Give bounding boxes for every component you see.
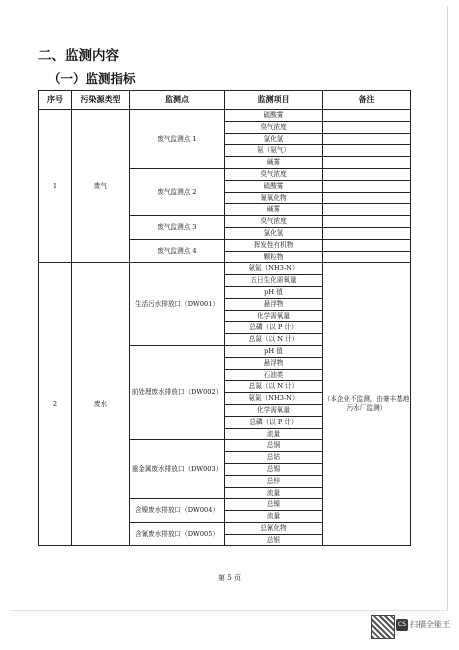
cell-monitoring-item: 总锌 <box>225 475 323 487</box>
cell-no: 1 <box>39 110 72 263</box>
cell-monitoring-item: 氨氮（NH3-N） <box>225 393 323 405</box>
cell-note <box>323 251 411 263</box>
cell-note <box>323 157 411 169</box>
cell-monitoring-item: 流量 <box>225 428 323 440</box>
cell-monitoring-item: 总磷（以 P 计） <box>225 322 323 334</box>
cell-monitoring-item: 硫酸雾 <box>225 180 323 192</box>
cell-monitoring-point: 废气监测点 1 <box>130 110 225 169</box>
cell-monitoring-point: 重金属废水排放口（DW003） <box>130 440 225 499</box>
cell-monitoring-item: 挥发性有机物 <box>225 239 323 251</box>
cell-note <box>323 204 411 216</box>
cell-monitoring-item: 化学需氧量 <box>225 310 323 322</box>
cell-monitoring-point: 废气监测点 3 <box>130 216 225 240</box>
cell-monitoring-item: 氰氧化物 <box>225 192 323 204</box>
cell-note <box>323 239 411 251</box>
cell-note <box>323 133 411 145</box>
cell-note <box>323 180 411 192</box>
cell-note <box>323 227 411 239</box>
cell-monitoring-item: 悬浮物 <box>225 357 323 369</box>
cell-monitoring-item: 硫酸雾 <box>225 110 323 122</box>
cell-note: （本企业不监测，由豪丰基地污水厂监测） <box>323 263 411 546</box>
cell-source-type: 废水 <box>72 263 130 546</box>
scanner-logo: CS <box>396 619 408 631</box>
cell-monitoring-item: 总氮（以 N 计） <box>225 334 323 346</box>
cell-monitoring-item: 碱雾 <box>225 204 323 216</box>
cell-monitoring-item: 碱雾 <box>225 157 323 169</box>
cell-monitoring-item: 氨（氨气） <box>225 145 323 157</box>
header-type: 污染源类型 <box>72 91 130 110</box>
page-number: 第 5 页 <box>218 574 241 582</box>
cell-monitoring-item: 总银 <box>225 534 323 546</box>
table-row <box>39 110 411 122</box>
cell-monitoring-item: 流量 <box>225 511 323 523</box>
cell-monitoring-item: 总钴 <box>225 452 323 464</box>
table-body <box>39 110 411 546</box>
cell-note <box>323 192 411 204</box>
subsection-title: （一）监测指标 <box>48 71 136 86</box>
cell-monitoring-item: 氯化氢 <box>225 133 323 145</box>
header-point: 监测点 <box>130 91 225 110</box>
cell-monitoring-item: 氨氮（NH3-N） <box>225 263 323 275</box>
section-title: 二、监测内容 <box>38 48 119 64</box>
cell-monitoring-item: 悬浮物 <box>225 298 323 310</box>
cell-monitoring-item: 臭气浓度 <box>225 121 323 133</box>
monitoring-table <box>38 90 411 546</box>
cell-monitoring-item: 总氰化物 <box>225 522 323 534</box>
cell-note <box>323 121 411 133</box>
cell-monitoring-item: pH 值 <box>225 345 323 357</box>
cell-monitoring-item: 总铜 <box>225 440 323 452</box>
cell-note <box>323 110 411 122</box>
cell-source-type: 废气 <box>72 110 130 263</box>
header-item: 监测项目 <box>225 91 323 110</box>
cell-note <box>323 168 411 180</box>
cell-monitoring-point: 含镍废水排放口（DW004） <box>130 499 225 523</box>
cell-note <box>323 216 411 228</box>
table-header-row <box>39 91 411 110</box>
header-note: 备注 <box>323 91 411 110</box>
cell-monitoring-item: 颗粒物 <box>225 251 323 263</box>
cell-monitoring-item: 臭气浓度 <box>225 216 323 228</box>
cell-note <box>323 145 411 157</box>
table-row <box>39 263 411 275</box>
cell-monitoring-item: 石油类 <box>225 369 323 381</box>
cell-monitoring-item: 总锡 <box>225 463 323 475</box>
cell-monitoring-item: 总磷（以 P 计） <box>225 416 323 428</box>
cell-monitoring-item: 臭气浓度 <box>225 168 323 180</box>
qr-code <box>371 615 395 639</box>
cell-monitoring-item: 总氮（以 N 计） <box>225 381 323 393</box>
cell-no: 2 <box>39 263 72 546</box>
cell-monitoring-point: 含氰废水排放口（DW005） <box>130 522 225 546</box>
cell-monitoring-point: 废气监测点 2 <box>130 168 225 215</box>
header-no: 序号 <box>39 91 72 110</box>
cell-monitoring-point: 生活污水排放口（DW001） <box>130 263 225 346</box>
cell-monitoring-item: 五日生化需氧量 <box>225 275 323 287</box>
cell-monitoring-item: 总镍 <box>225 499 323 511</box>
cell-monitoring-item: 化学需氧量 <box>225 404 323 416</box>
scanner-label: 扫描全能王 <box>410 620 450 629</box>
cell-monitoring-item: 流量 <box>225 487 323 499</box>
cell-monitoring-item: 氯化氢 <box>225 227 323 239</box>
cell-monitoring-point: 废气监测点 4 <box>130 239 225 263</box>
cell-monitoring-item: pH 值 <box>225 286 323 298</box>
cell-monitoring-point: 前处理废水排放口（DW002） <box>130 345 225 439</box>
